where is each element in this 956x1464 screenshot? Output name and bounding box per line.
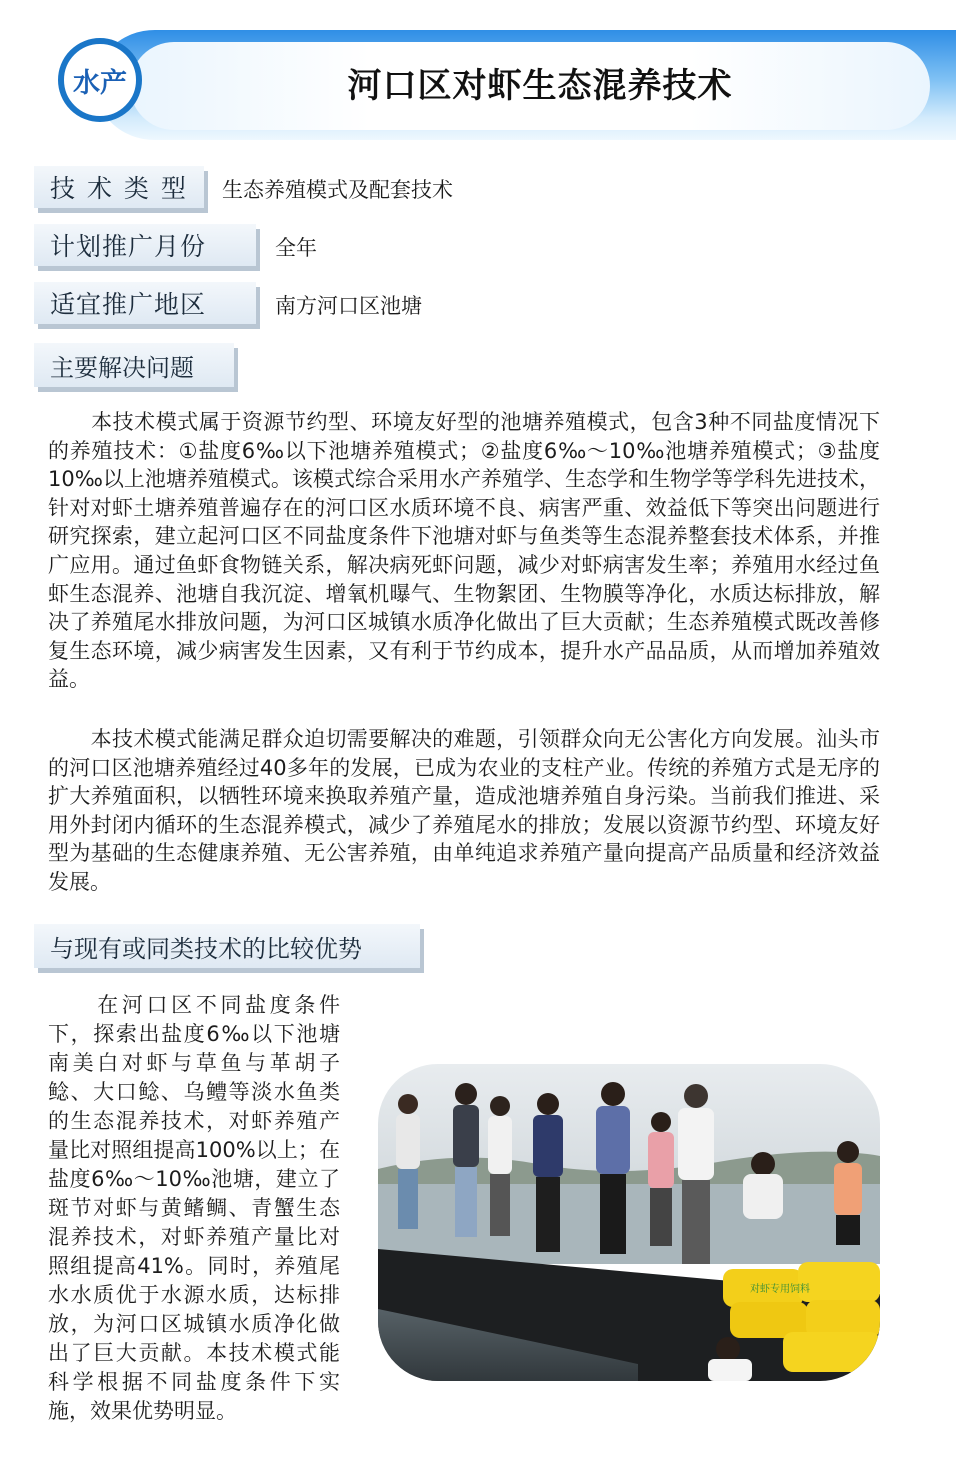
page-title: 河口区对虾生态混养技术	[347, 66, 733, 106]
paragraph-advantages: 在河口区不同盐度条件下，探索出盐度6‰以下池塘南美白对虾与草鱼与革胡子鲶、大口鲶、乌鳢等淡水鱼类的生态混养技术，对虾养殖产量比对照组提高100%以上；在盐度6‰～10‰池塘，建立了斑节对虾与黄鳍鲷、青蟹生态混养技术，对虾养殖产量比对照组提高41%。同时，养殖尾水水质优于水源水质，达标排放，为河口区城镇水质净化做出了巨大贡献。本技术模式能科学根据不同盐度条件下实施，效果优势明显。	[48, 993, 340, 1423]
field-visit-photo	[378, 1064, 880, 1381]
paragraph-problems-2: 本技术模式能满足群众迫切需要解决的难题，引领群众向无公害化方向发展。汕头市的河口区池塘养殖经过40多年的发展，已成为农业的支柱产业。传统的养殖方式是无序的扩大养殖面积，以牺牲环境来换取养殖产量，造成池塘养殖自身污染。当前我们推进、采用外封闭内循环的生态混养模式，减少了养殖尾水的排放；发展以资源节约型、环境友好型为基础的生态健康养殖、无公害养殖，由单纯追求养殖产量向提高产品质量和经济效益发展。	[48, 727, 880, 894]
label-promo-region: 适宜推广地区	[34, 282, 256, 324]
label-tech-type: 技 术 类 型	[34, 166, 204, 208]
label-promo-month: 计划推广月份	[34, 224, 256, 266]
category-badge: 水产	[58, 38, 142, 122]
pond-water	[378, 1184, 880, 1264]
heading-main-problems: 主要解决问题	[34, 343, 234, 387]
value-tech-type: 生态养殖模式及配套技术	[222, 178, 453, 202]
value-promo-month: 全年	[275, 236, 317, 260]
value-promo-region: 南方河口区池塘	[275, 294, 422, 318]
paragraph-problems-1: 本技术模式属于资源节约型、环境友好型的池塘养殖模式，包含3种不同盐度情况下的养殖技术：①盐度6‰以下池塘养殖模式；②盐度6‰～10‰池塘养殖模式；③盐度10‰以上池塘养殖模式。该模式综合采用水产养殖学、生态学和生物学等学科先进技术，针对对虾土塘养殖普遍存在的河口区水质环境不良、病害严重、效益低下等突出问题进行研究探索，建立起河口区不同盐度条件下池塘对虾与鱼类等生态混养整套技术体系，并推广应用。通过鱼虾食物链关系，解决病死虾问题，减少对虾病害发生率；养殖用水经过鱼虾生态混养、池塘自我沉淀、增氧机曝气、生物絮团、生物膜等净化，水质达标排放，解决了养殖尾水排放问题，为河口区城镇水质净化做出了巨大贡献；生态养殖模式既改善修复生态环境，减少病害发生因素，又有利于节约成本，提升水产品品质，从而增加养殖效益。	[48, 410, 880, 692]
feed-bag-label: 对虾专用饲料	[750, 1284, 810, 1295]
heading-advantages: 与现有或同类技术的比较优势	[34, 924, 420, 968]
